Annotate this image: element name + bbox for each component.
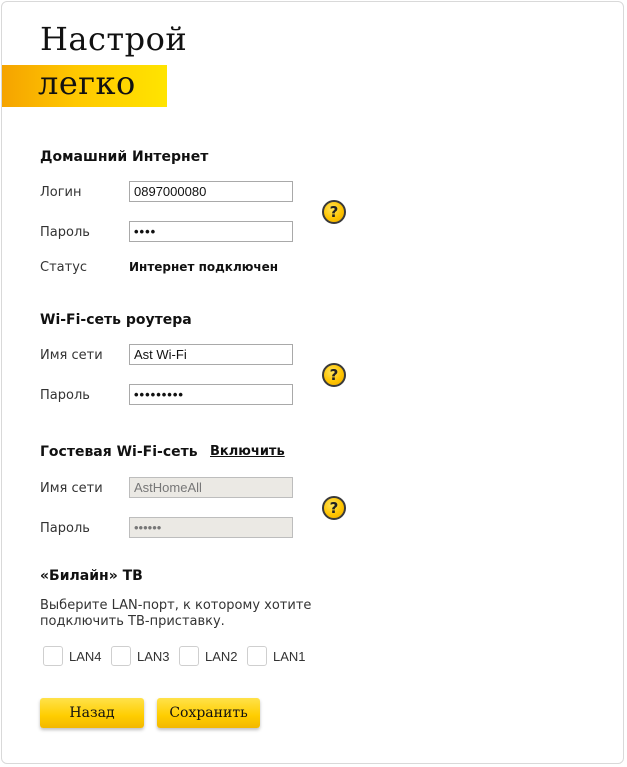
wifi-ssid-input[interactable] <box>129 344 293 365</box>
lan3-checkbox[interactable] <box>111 646 131 666</box>
lan4-checkbox[interactable] <box>43 646 63 666</box>
save-button[interactable]: Сохранить <box>157 698 260 728</box>
lan2-option[interactable] <box>179 646 238 666</box>
guest-ssid-input <box>129 477 293 498</box>
lan3-option[interactable] <box>111 646 170 666</box>
guest-wifi-title: Гостевая Wi-Fi-сеть <box>40 444 198 460</box>
lan3-label: LAN3 <box>137 648 170 664</box>
home-internet-title: Домашний Интернет <box>40 149 209 165</box>
wifi-password-label: Пароль <box>40 388 90 403</box>
guest-wifi-help-icon[interactable]: ? <box>322 496 346 520</box>
lan1-checkbox[interactable] <box>247 646 267 666</box>
lan1-label: LAN1 <box>273 648 306 664</box>
guest-ssid-label: Имя сети <box>40 481 103 496</box>
lan2-checkbox[interactable] <box>179 646 199 666</box>
lan4-option[interactable] <box>43 646 102 666</box>
guest-wifi-enable-link[interactable]: Включить <box>210 444 285 459</box>
logo-line1: Настрой <box>40 20 188 58</box>
guest-password-input <box>129 517 293 538</box>
wifi-help-icon[interactable]: ? <box>322 363 346 387</box>
internet-password-input[interactable] <box>129 221 293 242</box>
tv-title: «Билайн» ТВ <box>40 568 143 584</box>
wifi-password-input[interactable] <box>129 384 293 405</box>
lan1-option[interactable] <box>247 646 306 666</box>
status-value: Интернет подключен <box>129 260 279 274</box>
wifi-ssid-label: Имя сети <box>40 348 103 363</box>
status-label: Статус <box>40 260 88 275</box>
wifi-title: Wi-Fi-сеть роутера <box>40 312 192 328</box>
guest-password-label: Пароль <box>40 521 90 536</box>
login-label: Логин <box>40 185 82 200</box>
logo-line2: легко <box>38 64 136 102</box>
lan2-label: LAN2 <box>205 648 238 664</box>
login-input[interactable] <box>129 181 293 202</box>
lan4-label: LAN4 <box>69 648 102 664</box>
internet-password-label: Пароль <box>40 225 90 240</box>
back-button[interactable]: Назад <box>40 698 144 728</box>
internet-help-icon[interactable]: ? <box>322 200 346 224</box>
tv-description: Выберите LAN-порт, к которому хотите подключить ТВ-приставку. <box>40 598 312 629</box>
